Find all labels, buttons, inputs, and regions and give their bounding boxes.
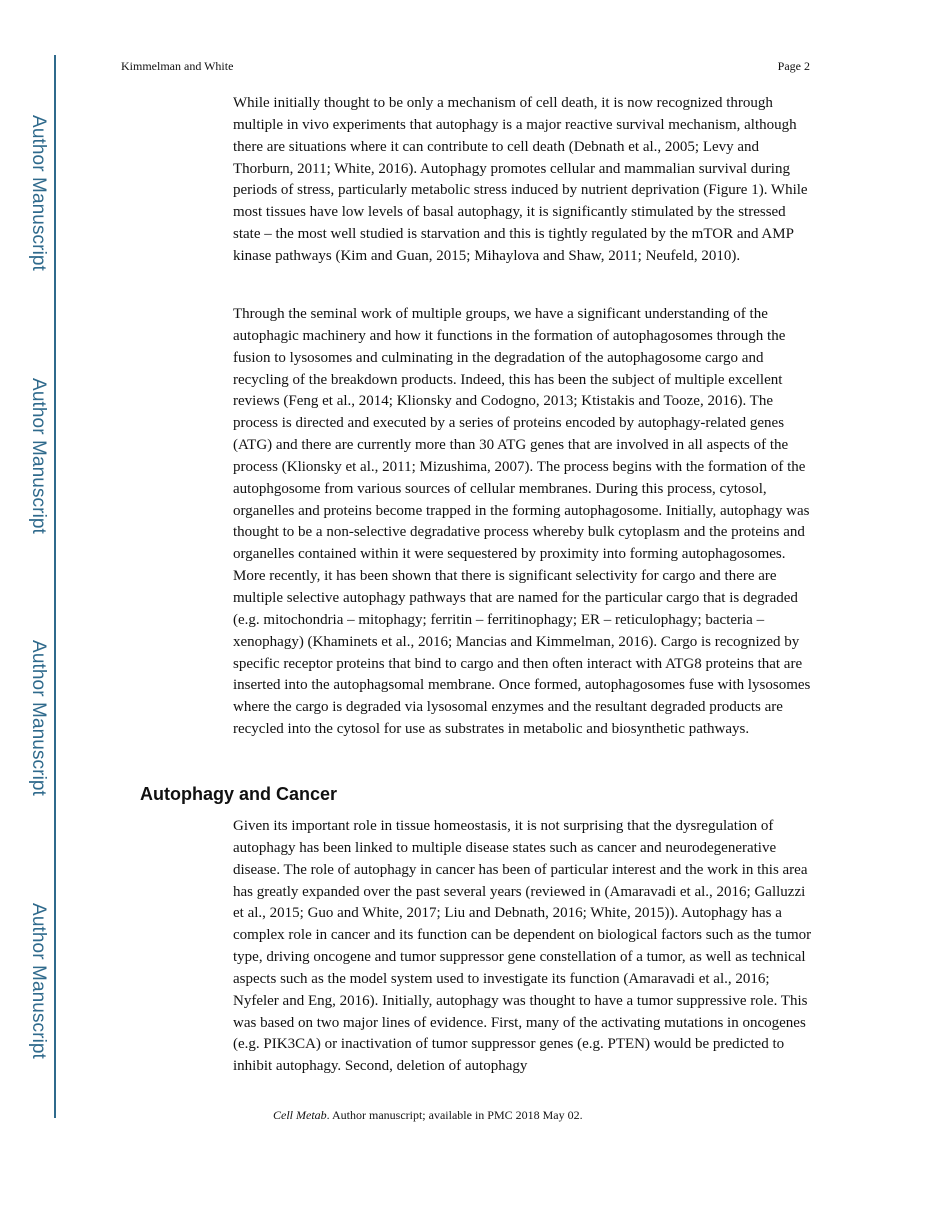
body-paragraph: While initially thought to be only a mechanism of cell death, it is now recognized through multiple in vivo experiments that autophagy is a major reactive survival mechanism, although there are situations where it can contribute to cell death (Debnath et al., 2005; Levy and Thorburn, 2011; White, 2016). Autophagy promotes cellular and mammalian survival during periods of stress, particularly metabolic stress induced by nutrient deprivation (Figure 1). While most tissues have low levels of basal autophagy, it is significantly stimulated by the stressed state – the most well studied is starvation and this is tightly regulated by the mTOR and AMP kinase pathways (Kim and Guan, 2015; Mihaylova and Shaw, 2011; Neufeld, 2010).	[233, 95, 808, 264]
author-manuscript-text: Author Manuscript	[28, 378, 49, 534]
page-footer	[273, 1108, 583, 1123]
author-manuscript-text: Author Manuscript	[28, 903, 49, 1059]
author-manuscript-text: Author Manuscript	[28, 640, 49, 796]
section-paragraph: Given its important role in tissue homeostasis, it is not surprising that the dysregulation of autophagy has been linked to multiple disease states such as cancer and neurodegenerative disease. The role of autophagy in cancer has been of particular interest and the work in this area has greatly expanded over the past several years (reviewed in (Amaravadi et al., 2016; Galluzzi et al., 2015; Guo and White, 2017; Liu and Debnath, 2016; White, 2015)). Autophagy has a complex role in cancer and its function can be dependent on biological factors such as the tumor type, driving oncogene and tumor suppressor gene constellation of a tumor, as well as technical aspects such as the model system used to investigate its function (Amaravadi et al., 2016; Nyfeler and Eng, 2016). Initially, autophagy was thought to have a tumor suppressive role. This was based on two major lines of evidence. First, many of the activating mutations in oncogenes (e.g. PIK3CA) or inactivation of tumor suppressor genes (e.g. PTEN) would be predicted to inhibit autophagy. Second, deletion of autophagy	[233, 818, 812, 1075]
author-manuscript-text: Author Manuscript	[28, 115, 49, 271]
body-paragraph-container	[233, 93, 813, 268]
journal-name: Cell Metab	[273, 1108, 327, 1122]
running-head-page-number: Page 2	[777, 59, 810, 73]
body-paragraph: Through the seminal work of multiple groups, we have a significant understanding of the autophagic machinery and how it functions in the formation of autophagosomes through the fusion to lysosomes and culminating in the degradation of the autophagosome cargo and recycling of the breakdown products. Indeed, this has been the subject of multiple excellent reviews (Feng et al., 2014; Klionsky and Codogno, 2013; Ktistakis and Tooze, 2016). The process is directed and executed by a series of proteins encoded by autophagy-related genes (ATG) and there are currently more than 30 ATG genes that are involved in all aspects of the process (Klionsky et al., 2011; Mizushima, 2007). The process begins with the formation of the autophgosome from various sources of cellular membranes. During this process, cytosol, organelles and proteins become trapped in the forming autophagosome. Initially, autophagy was thought to be a non-selective degradative process whereby bulk cytoplasm and the proteins and organelles contained within it were sequestered by proximity into forming autophagosomes. More recently, it has been shown that there is significant selectivity for cargo and there are multiple selective autophagy pathways that are named for the particular cargo that is degraded (e.g. mitochondria – mitophagy; ferritin – ferritinophagy; ER – reticulophagy; bacteria – xenophagy) (Khaminets et al., 2016; Mancias and Kimmelman, 2016). Cargo is recognized by specific receptor proteins that bind to cargo and then often interact with ATG8 proteins that are inserted into the autophagsomal membrane. Once formed, autophagosomes fuse with lysosomes where the cargo is degraded via lysosomal enzymes and the resultant degraded products are recycled into the cytosol for use as substrates in metabolic and biosynthetic pathways.	[233, 306, 811, 738]
running-head-authors: Kimmelman and White	[121, 59, 234, 73]
footer-text: . Author manuscript; available in PMC 2018 May 02.	[326, 1108, 583, 1122]
section-paragraph-container	[233, 816, 813, 1078]
body-paragraph-container	[233, 304, 813, 741]
margin-rule	[54, 55, 56, 1118]
section-heading: Autophagy and Cancer	[140, 784, 338, 804]
